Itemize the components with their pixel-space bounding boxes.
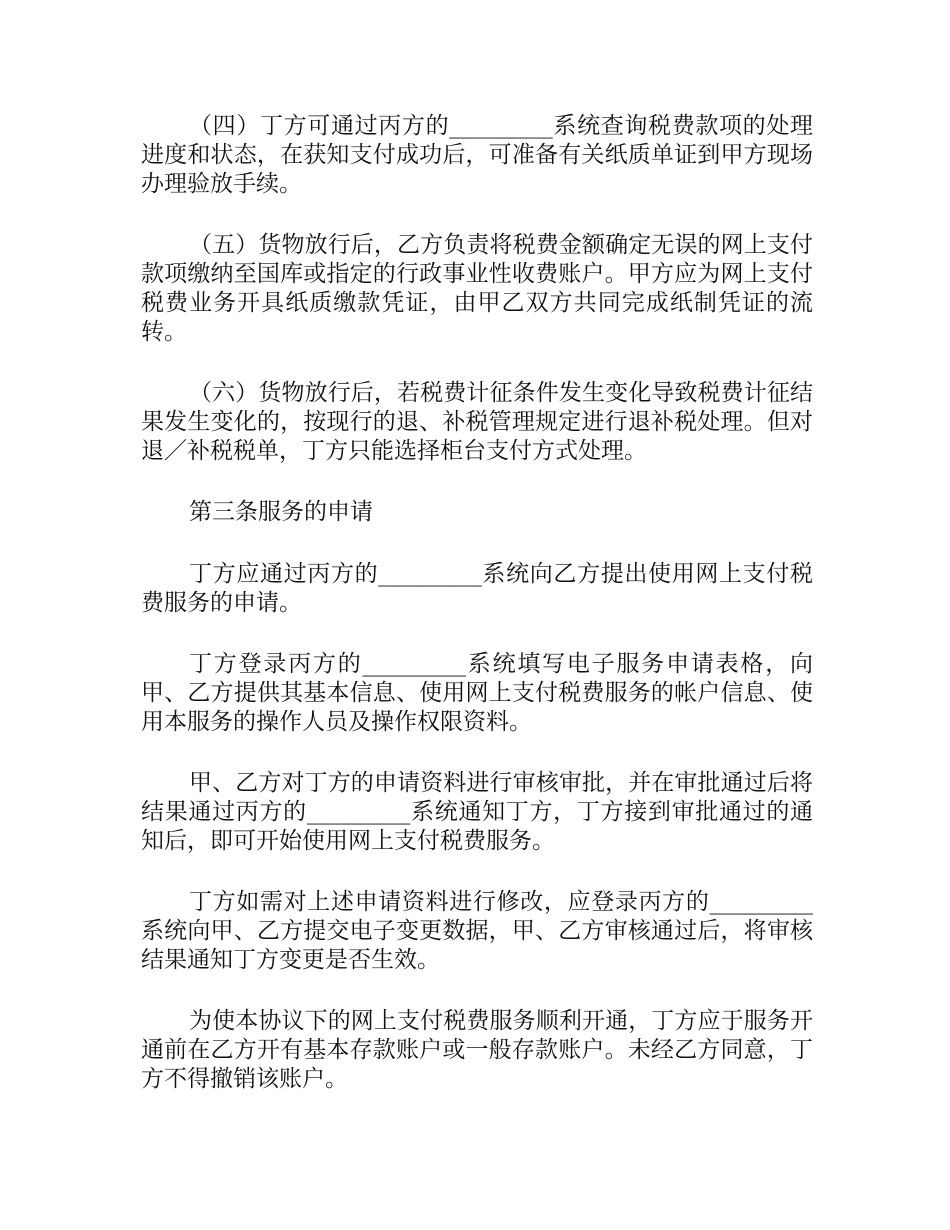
clause-4-paragraph: （四）丁方可通过丙方的_________系统查询税费款项的处理进度和状态，在获知支付成功后，可准备有关纸质单证到甲方现场办理验放手续。 [141,113,813,197]
article-3-paragraph-5: 为使本协议下的网上支付税费服务顺利开通，丁方应于服务开通前在乙方开有基本存款账户或一般存款账户。未经乙方同意，丁方不得撤销该账户。 [141,1008,813,1092]
article-3-heading: 第三条服务的申请 [189,499,373,525]
article-3-paragraph-3: 甲、乙方对丁方的申请资料进行审核审批，并在审批通过后将结果通过丙方的_________系统通知丁方，丁方接到审批通过的通知后，即可开始使用网上支付税费服务。 [141,770,813,854]
clause-6-paragraph: （六）货物放行后，若税费计征条件发生变化导致税费计征结果发生变化的，按现行的退、补税管理规定进行退补税处理。但对退／补税税单，丁方只能选择柜台支付方式处理。 [141,380,813,464]
clause-5-paragraph: （五）货物放行后，乙方负责将税费金额确定无误的网上支付款项缴纳至国库或指定的行政事业性收费账户。甲方应为网上支付税费业务开具纸质缴款凭证，由甲乙双方共同完成纸制凭证的流转。 [141,232,813,345]
document-body [141,112,813,1126]
article-3-paragraph-4: 丁方如需对上述申请资料进行修改，应登录丙方的_________系统向甲、乙方提交电子变更数据，甲、乙方审核通过后，将审核结果通知丁方变更是否生效。 [141,889,813,973]
article-3-paragraph-1: 丁方应通过丙方的_________系统向乙方提出使用网上支付税费服务的申请。 [141,561,813,616]
article-3-paragraph-2: 丁方登录丙方的_________系统填写电子服务申请表格，向甲、乙方提供其基本信息、使用网上支付税费服务的帐户信息、使用本服务的操作人员及操作权限资料。 [141,651,813,735]
